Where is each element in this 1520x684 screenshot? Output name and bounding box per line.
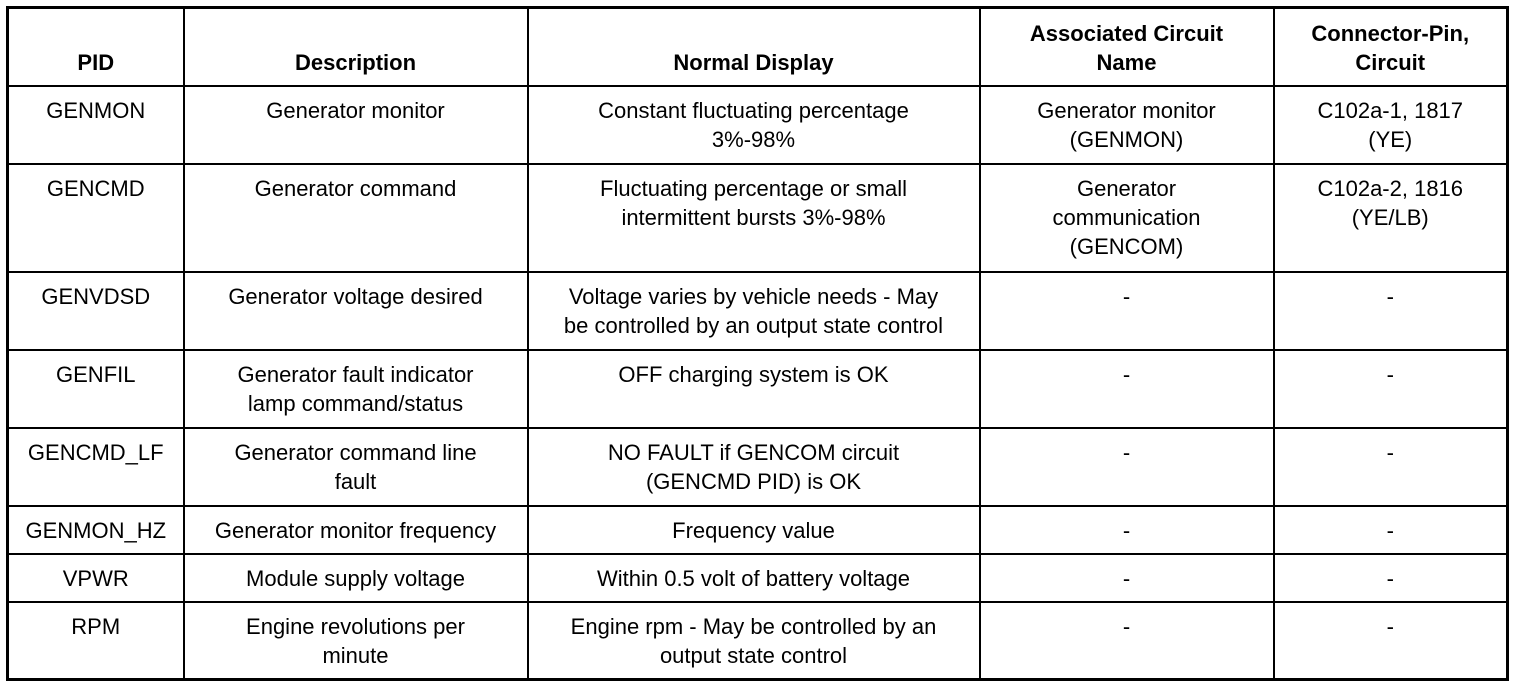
- cell-circuit-name: [980, 506, 1274, 554]
- cell-line: -: [1386, 613, 1394, 639]
- table-row: [8, 602, 1508, 680]
- cell-line: OFF charging system is OK: [618, 361, 889, 387]
- cell-line: 3%-98%: [711, 126, 796, 152]
- cell-circuit-name: [980, 164, 1274, 272]
- cell-line: -: [1386, 517, 1394, 543]
- cell-line: C102a-1, 1817: [1317, 97, 1464, 123]
- table-row: [8, 506, 1508, 554]
- cell-pid: [8, 350, 184, 428]
- cell-line: GENVDSD: [41, 283, 151, 309]
- cell-line: (YE): [1368, 126, 1413, 152]
- cell-line: Generator monitor frequency: [214, 517, 497, 543]
- cell-circuit-name: [980, 272, 1274, 350]
- cell-connector-pin: [1274, 506, 1508, 554]
- cell-line: (YE/LB): [1351, 204, 1429, 230]
- cell-pid: [8, 428, 184, 506]
- header-line: Associated Circuit: [1029, 20, 1224, 46]
- cell-line: Generator command line: [234, 439, 477, 465]
- table-row: [8, 86, 1508, 164]
- cell-normal-display: [528, 506, 980, 554]
- cell-line: Generator command: [254, 175, 457, 201]
- cell-line: be controlled by an output state control: [563, 312, 944, 338]
- cell-normal-display: [528, 350, 980, 428]
- cell-pid: [8, 554, 184, 602]
- cell-line: RPM: [71, 613, 121, 639]
- header-connector-pin-circuit: [1274, 8, 1508, 86]
- table-row: [8, 554, 1508, 602]
- cell-line: lamp command/status: [247, 390, 464, 416]
- cell-line: -: [1122, 613, 1131, 639]
- cell-line: (GENCMD PID) is OK: [645, 468, 862, 494]
- header-associated-circuit-name: [980, 8, 1274, 86]
- cell-line: -: [1122, 283, 1131, 309]
- cell-pid: [8, 272, 184, 350]
- cell-line: fault: [334, 468, 377, 494]
- cell-normal-display: [528, 86, 980, 164]
- cell-normal-display: [528, 164, 980, 272]
- cell-description: [184, 602, 528, 680]
- header-line: Description: [294, 49, 417, 75]
- header-line: Circuit: [1355, 49, 1426, 75]
- cell-line: -: [1122, 439, 1131, 465]
- cell-connector-pin: [1274, 350, 1508, 428]
- cell-line: GENCMD: [46, 175, 145, 201]
- cell-line: GENMON: [46, 97, 146, 123]
- cell-description: [184, 272, 528, 350]
- header-pid: [8, 8, 184, 86]
- cell-circuit-name: [980, 86, 1274, 164]
- cell-line: -: [1386, 361, 1394, 387]
- cell-line: Voltage varies by vehicle needs - May: [568, 283, 939, 309]
- header-line: PID: [77, 49, 115, 75]
- cell-line: Generator: [1076, 175, 1177, 201]
- cell-line: Generator monitor: [266, 97, 445, 123]
- cell-line: (GENMON): [1069, 126, 1184, 152]
- cell-connector-pin: [1274, 554, 1508, 602]
- cell-pid: [8, 86, 184, 164]
- table-row: [8, 164, 1508, 272]
- cell-line: -: [1122, 517, 1131, 543]
- table-row: [8, 272, 1508, 350]
- cell-circuit-name: [980, 428, 1274, 506]
- cell-line: Frequency value: [672, 517, 835, 543]
- cell-connector-pin: [1274, 428, 1508, 506]
- cell-connector-pin: [1274, 602, 1508, 680]
- cell-line: Generator fault indicator: [237, 361, 474, 387]
- cell-line: GENCMD_LF: [27, 439, 164, 465]
- cell-line: (GENCOM): [1069, 233, 1184, 259]
- cell-description: [184, 350, 528, 428]
- table-row: [8, 428, 1508, 506]
- cell-pid: [8, 506, 184, 554]
- cell-line: C102a-2, 1816: [1317, 175, 1464, 201]
- cell-line: Within 0.5 volt of battery voltage: [596, 565, 911, 591]
- cell-line: NO FAULT if GENCOM circuit: [607, 439, 900, 465]
- cell-line: Constant fluctuating percentage: [598, 97, 909, 123]
- cell-normal-display: [528, 272, 980, 350]
- cell-normal-display: [528, 602, 980, 680]
- cell-description: [184, 164, 528, 272]
- cell-line: -: [1386, 565, 1394, 591]
- header-line: Name: [1096, 49, 1157, 75]
- pid-table-container: [6, 6, 1506, 681]
- cell-line: Engine revolutions per: [246, 613, 465, 639]
- table-row: [8, 350, 1508, 428]
- cell-line: -: [1386, 283, 1394, 309]
- header-line: Connector-Pin,: [1311, 20, 1470, 46]
- cell-normal-display: [528, 554, 980, 602]
- cell-connector-pin: [1274, 272, 1508, 350]
- cell-normal-display: [528, 428, 980, 506]
- cell-pid: [8, 602, 184, 680]
- cell-line: -: [1386, 439, 1394, 465]
- pid-table: [6, 6, 1509, 681]
- cell-circuit-name: [980, 602, 1274, 680]
- cell-connector-pin: [1274, 86, 1508, 164]
- cell-line: intermittent bursts 3%-98%: [621, 204, 886, 230]
- cell-line: Fluctuating percentage or small: [600, 175, 907, 201]
- cell-line: Module supply voltage: [246, 565, 465, 591]
- cell-pid: [8, 164, 184, 272]
- cell-line: Engine rpm - May be controlled by an: [570, 613, 937, 639]
- cell-line: -: [1122, 565, 1131, 591]
- cell-line: communication: [1052, 204, 1201, 230]
- header-row: [8, 8, 1508, 86]
- cell-line: output state control: [659, 642, 848, 668]
- cell-circuit-name: [980, 554, 1274, 602]
- cell-line: GENMON_HZ: [25, 517, 167, 543]
- cell-circuit-name: [980, 350, 1274, 428]
- cell-description: [184, 428, 528, 506]
- header-line: Normal Display: [673, 49, 834, 75]
- cell-line: Generator monitor: [1037, 97, 1216, 123]
- cell-description: [184, 86, 528, 164]
- header-normal-display: [528, 8, 980, 86]
- header-description: [184, 8, 528, 86]
- cell-line: minute: [322, 642, 389, 668]
- cell-line: VPWR: [62, 565, 129, 591]
- cell-description: [184, 554, 528, 602]
- cell-line: -: [1122, 361, 1131, 387]
- cell-description: [184, 506, 528, 554]
- cell-line: GENFIL: [56, 361, 136, 387]
- cell-line: Generator voltage desired: [228, 283, 483, 309]
- cell-connector-pin: [1274, 164, 1508, 272]
